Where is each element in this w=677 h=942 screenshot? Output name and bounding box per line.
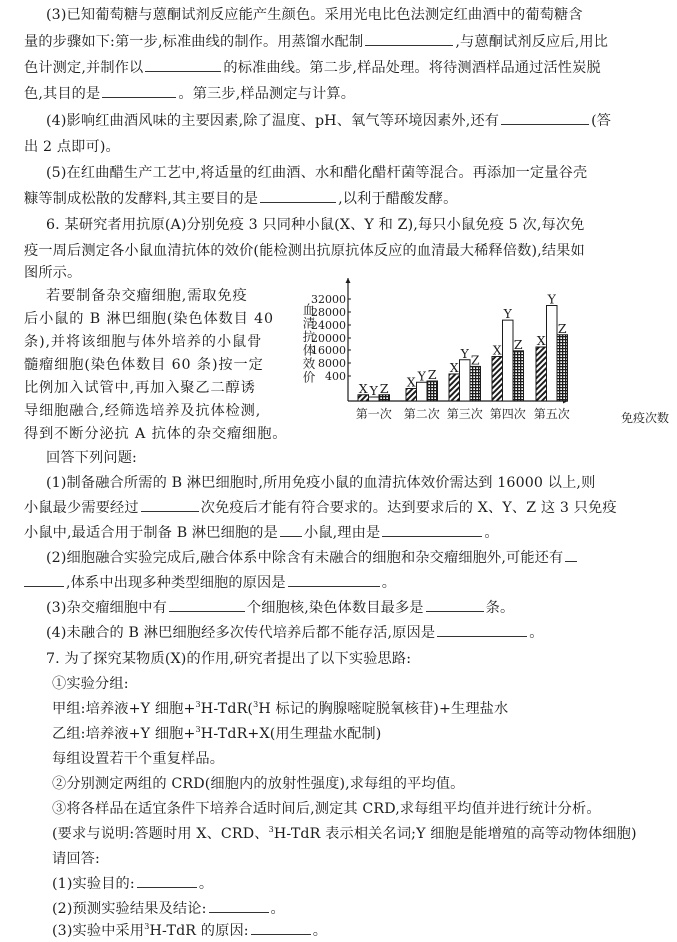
text: 色计测定,并制作以 — [24, 60, 144, 76]
x-category-label: 第二次 — [403, 407, 440, 421]
text: (答 — [591, 113, 612, 129]
q7-group-b — [52, 723, 381, 745]
text: (1)制备融合所需的 B 淋巴细胞时,所用免疫小鼠的血清抗体效价需达到 16000 以上,则 — [46, 475, 596, 491]
q6-intro-line2 — [24, 240, 585, 262]
q6-side-line3 — [24, 331, 262, 353]
text: (2)细胞融合实验完成后,融合体系中除含有未融合的细胞和杂交瘤细胞外,可能还有 — [46, 550, 564, 566]
y-tick-label: 28000 — [311, 306, 346, 319]
q6-sub1-line3 — [24, 522, 499, 544]
y-tick-label: 32000 — [311, 293, 346, 306]
text: 的标准曲线。第二步,样品处理。将待测酒样品通过活性炭脱 — [223, 60, 601, 76]
q7-prompt — [52, 848, 100, 870]
text: ,体系中出现多种类型细胞的原因是 — [66, 575, 286, 591]
text: 出 2 点即可)。 — [24, 139, 120, 155]
q6-intro-line3 — [24, 262, 81, 284]
text: 。 — [270, 901, 285, 917]
bar-y — [417, 382, 428, 401]
text: 得到不断分泌抗 A 抗体的杂交瘤细胞。 — [24, 426, 288, 442]
bar-x — [406, 389, 417, 402]
answer-blank[interactable] — [437, 622, 527, 637]
y-axis-arrow-icon — [346, 278, 351, 283]
q7-group-a — [52, 698, 508, 720]
answer-blank[interactable] — [251, 920, 311, 935]
bar-series-label: Y — [460, 345, 469, 361]
q7-step1 — [52, 673, 129, 695]
q6-side-line7 — [24, 423, 287, 445]
text: 。 — [529, 625, 544, 641]
x-category-label: 第一次 — [355, 407, 392, 421]
text: ②分别测定两组的 CRD(细胞内的放射性强度),求每组的平均值。 — [52, 776, 465, 792]
antibody-titer-chart — [298, 270, 677, 430]
text: 比例加入试管中,再加入聚乙二醇诱 — [24, 380, 256, 396]
q5-part3-line3 — [24, 57, 601, 79]
answer-blank[interactable] — [365, 31, 453, 46]
y-tick-label: 20000 — [311, 332, 346, 345]
answer-blank[interactable] — [280, 522, 302, 537]
q6-side-line5 — [24, 377, 256, 399]
bar-series-label: Y — [369, 383, 378, 398]
q6-sub2-line1 — [46, 547, 579, 569]
text: 疫一周后测定各小鼠血清抗体的效价(能检测出抗原抗体反应的血清最大稀释倍数),结果如 — [24, 243, 585, 259]
q7-repeat — [52, 748, 224, 770]
q7-sub3 — [52, 920, 327, 942]
x-category-label: 第四次 — [489, 407, 526, 421]
text: 糠等制成松散的发酵料,其主要目的是 — [24, 191, 259, 207]
y-tick-label: 24000 — [311, 319, 346, 332]
text: ,以利于醋酸发酵。 — [338, 191, 458, 207]
text: 小鼠中,最适合用于制备 B 淋巴细胞的是 — [24, 525, 278, 541]
answer-blank[interactable] — [24, 572, 64, 587]
y-axis-label: 价 — [302, 369, 316, 385]
text: H-TdR 表示相关名词;Y 细胞是能增殖的高等动物体细胞) — [273, 826, 637, 842]
text: 回答下列问题: — [46, 450, 137, 466]
q5-part3-line4 — [24, 83, 355, 105]
text: H 标记的胸腺嘧啶脱氧核苷)+生理盐水 — [258, 701, 509, 717]
text: ①实验分组: — [52, 676, 129, 692]
answer-blank[interactable] — [382, 522, 482, 537]
text: H-TdR( — [200, 701, 254, 717]
text: 请回答: — [52, 851, 100, 867]
q7-step3 — [52, 798, 601, 820]
q5-part5-line1 — [46, 162, 587, 184]
q5-part3-line1 — [46, 4, 583, 26]
answer-blank[interactable] — [288, 572, 380, 587]
bar-z — [513, 351, 524, 401]
text: (1)实验目的: — [52, 876, 135, 892]
answer-blank[interactable] — [137, 873, 197, 888]
q7-step2 — [52, 773, 465, 795]
text: 6. 某研究者用抗原(A)分别免疫 3 只同种小鼠(X、Y 和 Z),每只小鼠免疫 5 次,每次免 — [46, 217, 585, 233]
bar-series-label: Z — [379, 380, 389, 396]
text: (2)预测实验结果及结论: — [52, 901, 207, 917]
x-axis-label: 免疫次数 — [620, 411, 670, 425]
answer-blank[interactable] — [260, 188, 336, 203]
text: 导细胞融合,经筛选培养及抗体检测, — [24, 403, 262, 419]
bar-series-label: Z — [557, 320, 567, 336]
superscript: 3 — [195, 700, 201, 709]
q5-part3-line2 — [24, 31, 608, 53]
q6-sub4-line — [46, 622, 544, 644]
text: 条),并将该细胞与体外培养的小鼠骨 — [24, 334, 263, 350]
bar-x — [492, 357, 503, 402]
y-axis-label: 体 — [302, 342, 316, 358]
text: (4)未融合的 B 淋巴细胞经多次传代培养后都不能存活,原因是 — [46, 625, 436, 641]
bar-series-label: Y — [503, 306, 512, 322]
text: 。 — [484, 525, 499, 541]
text: (3)已知葡萄糖与蒽酮试剂反应能产生颜色。采用光电比色法测定红曲酒中的葡萄糖含 — [46, 7, 583, 23]
q7-note — [52, 823, 637, 845]
bar-series-label: Z — [470, 352, 480, 368]
q6-side-line6 — [24, 400, 261, 422]
text: ,与蒽酮试剂反应后,用比 — [455, 34, 609, 50]
answer-blank[interactable] — [565, 547, 577, 562]
bar-chart-svg — [298, 270, 677, 430]
text: (4)影响红曲酒风味的主要因素,除了温度、pH、氧气等环境因素外,还有 — [46, 113, 500, 129]
text: H-TdR 的原因: — [149, 923, 249, 939]
text: 甲组:培养液+Y 细胞+ — [52, 701, 196, 717]
bar-y — [547, 306, 558, 402]
superscript: 3 — [253, 700, 259, 709]
superscript: 3 — [195, 725, 201, 734]
y-tick-label: 8000 — [318, 357, 346, 370]
text: 量的步骤如下:第一步,标准曲线的制作。用蒸馏水配制 — [24, 34, 364, 50]
bar-z — [427, 381, 438, 401]
chart-plot — [303, 278, 669, 425]
superscript: 3 — [268, 825, 274, 834]
q6-side-line1 — [46, 285, 248, 307]
answer-blank[interactable] — [141, 497, 199, 512]
bar-series-label: Z — [513, 336, 523, 352]
q6-side-line4 — [24, 354, 264, 376]
x-category-label: 第三次 — [446, 407, 483, 421]
text: 个细胞核,染色体数目最多是 — [246, 600, 424, 616]
bar-z — [470, 366, 481, 401]
text: 乙组:培养液+Y 细胞+ — [52, 726, 196, 742]
q6-sub1-line1 — [46, 472, 595, 494]
bar-x — [449, 374, 460, 401]
q7-sub1 — [52, 873, 213, 895]
text: 。 — [198, 876, 214, 892]
text: ③将各样品在适宜条件下培养合适时间后,测定其 CRD,求每组平均值并进行统计分析。 — [52, 801, 601, 817]
q6-sub1-line2 — [24, 497, 617, 519]
bar-y — [460, 360, 471, 401]
bar-y — [503, 320, 514, 401]
text: 每组设置若干个重复样品。 — [52, 751, 225, 767]
text: (3)实验中采用 — [52, 923, 145, 939]
text: 条。 — [485, 600, 515, 616]
answer-blank[interactable] — [209, 898, 269, 913]
bar-series-label: X — [449, 359, 459, 375]
q6-prompt — [46, 447, 137, 469]
q7-intro — [46, 648, 411, 670]
text: 色,其目的是 — [24, 86, 101, 102]
text: 次免疫后才能有符合要求的。达到要求后的 X、Y、Z 这 3 只免疫 — [200, 500, 617, 516]
x-category-label: 第五次 — [533, 407, 570, 421]
y-axis-label: 血 — [302, 302, 316, 317]
answer-blank[interactable] — [169, 597, 245, 612]
bar-x — [536, 347, 547, 401]
text: 。 — [381, 575, 397, 591]
text: 图所示。 — [24, 265, 82, 281]
q6-sub3-line — [46, 597, 514, 619]
q6-side-line2 — [24, 308, 274, 330]
answer-blank[interactable] — [426, 597, 484, 612]
q7-sub2 — [52, 898, 285, 920]
text: 小鼠,理由是 — [303, 525, 381, 541]
text: (3)杂交瘤细胞中有 — [46, 600, 167, 616]
bar-series-label: X — [358, 380, 368, 396]
q6-intro-line1 — [46, 214, 585, 236]
text: H-TdR+X(用生理盐水配制) — [200, 726, 382, 742]
y-axis-label: 清 — [302, 315, 316, 331]
text: 7. 为了探究某物质(X)的作用,研究者提出了以下实验思路: — [46, 651, 412, 667]
bar-z — [557, 335, 568, 401]
text: (要求与说明:答题时用 X、CRD、 — [52, 826, 269, 842]
q5-part4-line2 — [24, 136, 120, 158]
bar-series-label: X — [492, 342, 502, 358]
bar-series-label: Y — [417, 368, 426, 384]
bar-series-label: X — [536, 333, 546, 348]
q5-part4-line1 — [46, 110, 611, 132]
text: 髓瘤细胞(染色体数目 60 条)按一定 — [24, 357, 264, 373]
bar-series-label: Y — [547, 291, 556, 307]
answer-blank[interactable] — [501, 110, 589, 125]
answer-blank[interactable] — [145, 57, 221, 72]
y-tick-label: 400 — [325, 370, 346, 383]
answer-blank[interactable] — [102, 83, 176, 98]
bar-series-label: X — [406, 374, 416, 390]
y-axis-label: 效 — [302, 356, 316, 371]
text: 若要制备杂交瘤细胞,需取免疫 — [46, 288, 248, 304]
text: 。第三步,样品测定与计算。 — [178, 86, 356, 102]
text: 。 — [312, 923, 328, 939]
superscript: 3 — [144, 922, 150, 931]
bar-series-label: Z — [427, 367, 437, 382]
text: (5)在红曲醋生产工艺中,将适量的红曲酒、水和醋化醋杆菌等混合。再添加一定量谷壳 — [46, 165, 588, 181]
text: 后小鼠的 B 淋巴细胞(染色体数目 40 — [24, 311, 274, 327]
q5-part5-line2 — [24, 188, 457, 210]
y-axis-label: 抗 — [302, 329, 316, 344]
text: 小鼠最少需要经过 — [24, 500, 139, 516]
y-tick-label: 16000 — [311, 344, 346, 357]
q6-sub2-line2 — [24, 572, 396, 594]
